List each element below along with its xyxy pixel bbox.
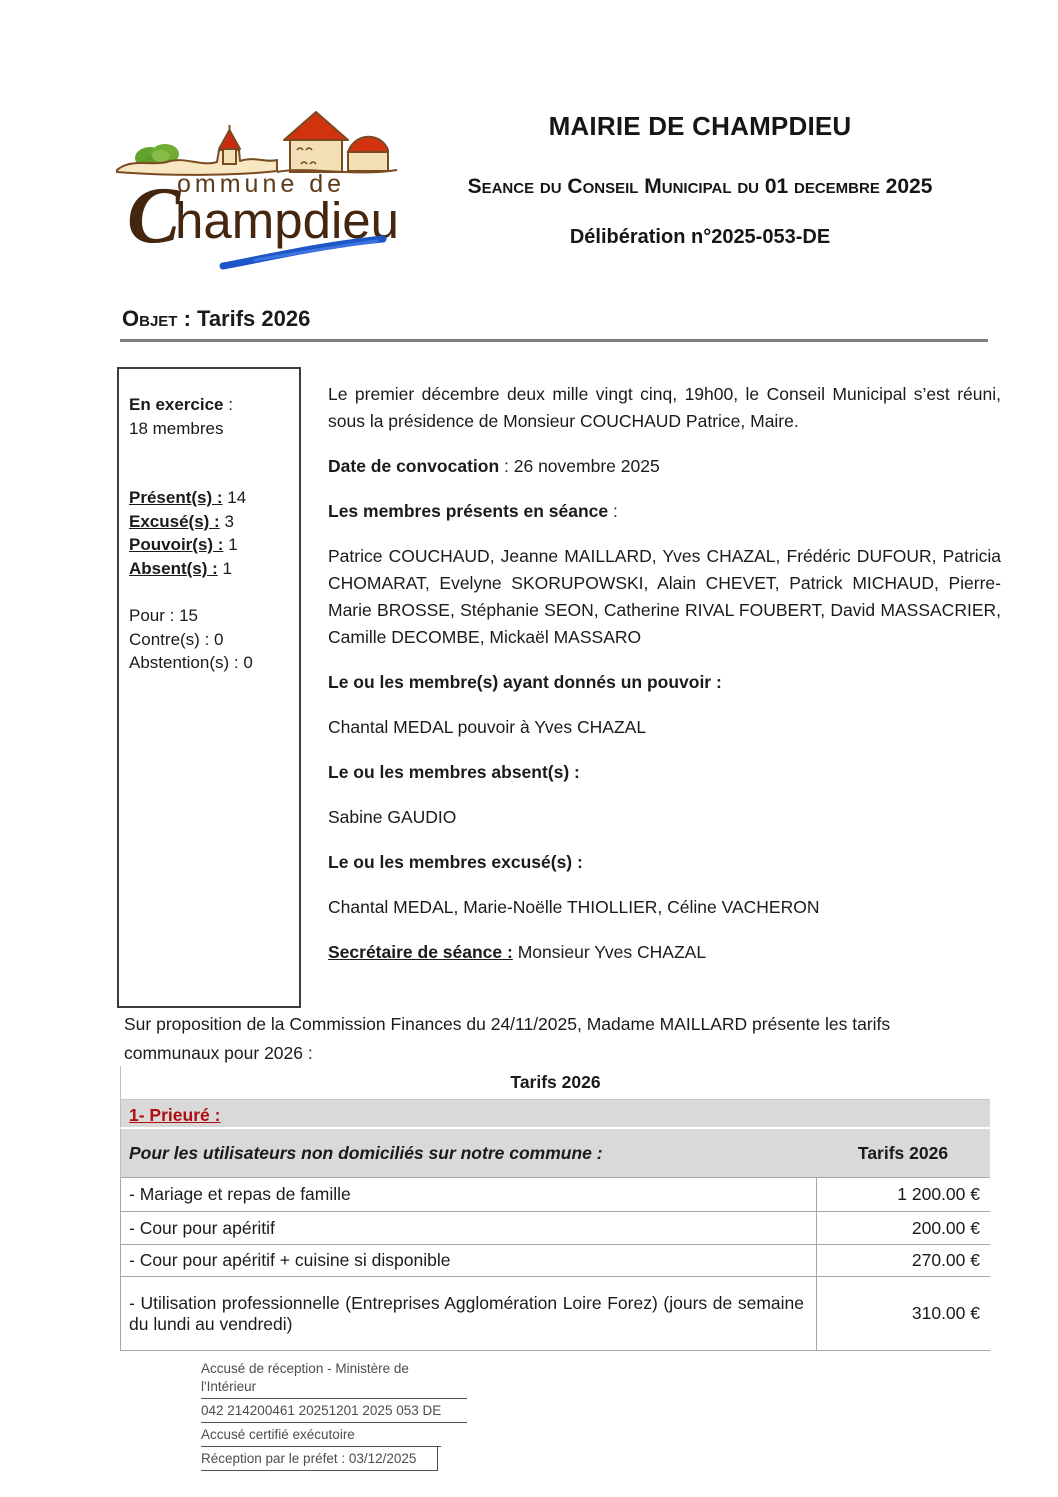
objet-label: Objet: [122, 306, 178, 331]
en-exercice-block: [129, 393, 291, 440]
logo-commune-text: ommune de: [177, 170, 346, 198]
session-subtitle: Seance du Conseil Municipal du 01 decembre 2025: [467, 175, 933, 198]
village-sketch-icon: [105, 92, 410, 292]
count-line: Présent(s) : 14: [129, 488, 247, 507]
row-price: 1 200.00 €: [897, 1184, 980, 1204]
secretaire-line: Secrétaire de séance : Monsieur Yves CHAZAL: [328, 942, 707, 962]
commune-champdieu-logo: [105, 92, 410, 292]
count-line: Pouvoir(s) : 1: [129, 535, 238, 554]
reception-stamp: [201, 1357, 467, 1471]
table-row: [120, 1212, 990, 1245]
heading-rule: [120, 339, 988, 342]
stamp-line-4: Réception par le préfet : 03/12/2025: [201, 1447, 438, 1471]
votes-block: [129, 604, 291, 675]
present-label-line: Les membres présents en séance :: [328, 501, 618, 521]
vote-line: Pour : 15: [129, 606, 198, 625]
table-header-row: [120, 1129, 990, 1178]
counts-block: [129, 486, 291, 580]
attendance-box: [117, 367, 301, 1008]
table-title: Tarifs 2026: [120, 1066, 990, 1099]
absent-label: Le ou les membres absent(s) :: [328, 762, 580, 782]
row-label: - Cour pour apéritif: [121, 1212, 817, 1244]
row-price: 310.00 €: [911, 1303, 980, 1323]
count-line: Excusé(s) : 3: [129, 511, 234, 531]
stamp-line-1: Accusé de réception - Ministère de l'Intérieur: [201, 1357, 467, 1399]
objet-heading: [122, 306, 310, 332]
en-exercice-label: En exercice: [129, 395, 224, 414]
row-label: - Cour pour apéritif + cuisine si disponible: [121, 1245, 817, 1276]
en-exercice-colon: :: [223, 395, 233, 414]
pouvoir-label: Le ou les membre(s) ayant donnés un pouvoir :: [328, 672, 722, 692]
opening-paragraph: Le premier décembre deux mille vingt cinq, 19h00, le Conseil Municipal s’est réuni, sous la présidence de Monsieur COUCHAUD Patrice, Maire.: [328, 384, 1001, 431]
table-row: [120, 1277, 990, 1351]
page-title: MAIRIE DE CHAMPDIEU: [548, 111, 852, 141]
row-label: - Mariage et repas de famille: [121, 1178, 817, 1211]
row-price: 270.00 €: [911, 1250, 980, 1270]
column-header-tarifs: Tarifs 2026: [857, 1142, 949, 1163]
stamp-line-3: Accusé certifié exécutoire: [201, 1423, 441, 1447]
table-row: [120, 1178, 990, 1212]
row-label: - Utilisation professionnelle (Entreprises Agglomération Loire Forez) (jours de semaine du lundi au vendredi): [121, 1277, 817, 1350]
column-header-label: Pour les utilisateurs non domiciliés sur notre commune :: [129, 1142, 603, 1163]
present-names: Patrice COUCHAUD, Jeanne MAILLARD, Yves CHAZAL, Frédéric DUFOUR, Patricia CHOMARAT, Evelyne SKORUPOWSKI, Alain CHEVET, Patrick MICHAUD, Pierre-Marie BROSSE, Stéphanie SEON, Catherine RIVAL FOUBERT, David MASSACRIER, Camille DECOMBE, Mickaël MASSARO: [328, 546, 1001, 647]
proposition-paragraph: Sur proposition de la Commission Finances du 24/11/2025, Madame MAILLARD présente les tarifs communaux pour 2026 :: [124, 1014, 891, 1063]
vote-line: Contre(s) : 0: [129, 629, 224, 649]
priory-icon: [277, 112, 397, 172]
deliberation-number: Délibération n°2025-053-DE: [569, 226, 831, 248]
excuse-label: Le ou les membres excusé(s) :: [328, 852, 583, 872]
pouvoir-value: Chantal MEDAL pouvoir à Yves CHAZAL: [328, 717, 647, 737]
row-price: 200.00 €: [911, 1217, 980, 1238]
absent-value: Sabine GAUDIO: [328, 807, 457, 827]
logo-champdieu-text: hampdieu: [175, 192, 399, 249]
en-exercice-value: 18 membres: [129, 418, 224, 438]
objet-value: : Tarifs 2026: [177, 306, 311, 331]
stamp-line-2: 042 214200461 20251201 2025 053 DE: [201, 1399, 467, 1423]
count-line: Absent(s) : 1: [129, 558, 232, 578]
vote-line: Abstention(s) : 0: [129, 653, 253, 672]
section-heading: 1- Prieuré :: [120, 1099, 990, 1129]
table-row: [120, 1245, 990, 1277]
excuse-value: Chantal MEDAL, Marie-Noëlle THIOLLIER, Céline VACHERON: [328, 897, 820, 917]
tarifs-table: [120, 1066, 990, 1351]
logo-c-letter: C: [127, 172, 181, 260]
small-tower-icon: [219, 125, 240, 164]
body-text: [328, 368, 1001, 984]
convocation-line: Date de convocation : 26 novembre 2025: [328, 456, 660, 476]
